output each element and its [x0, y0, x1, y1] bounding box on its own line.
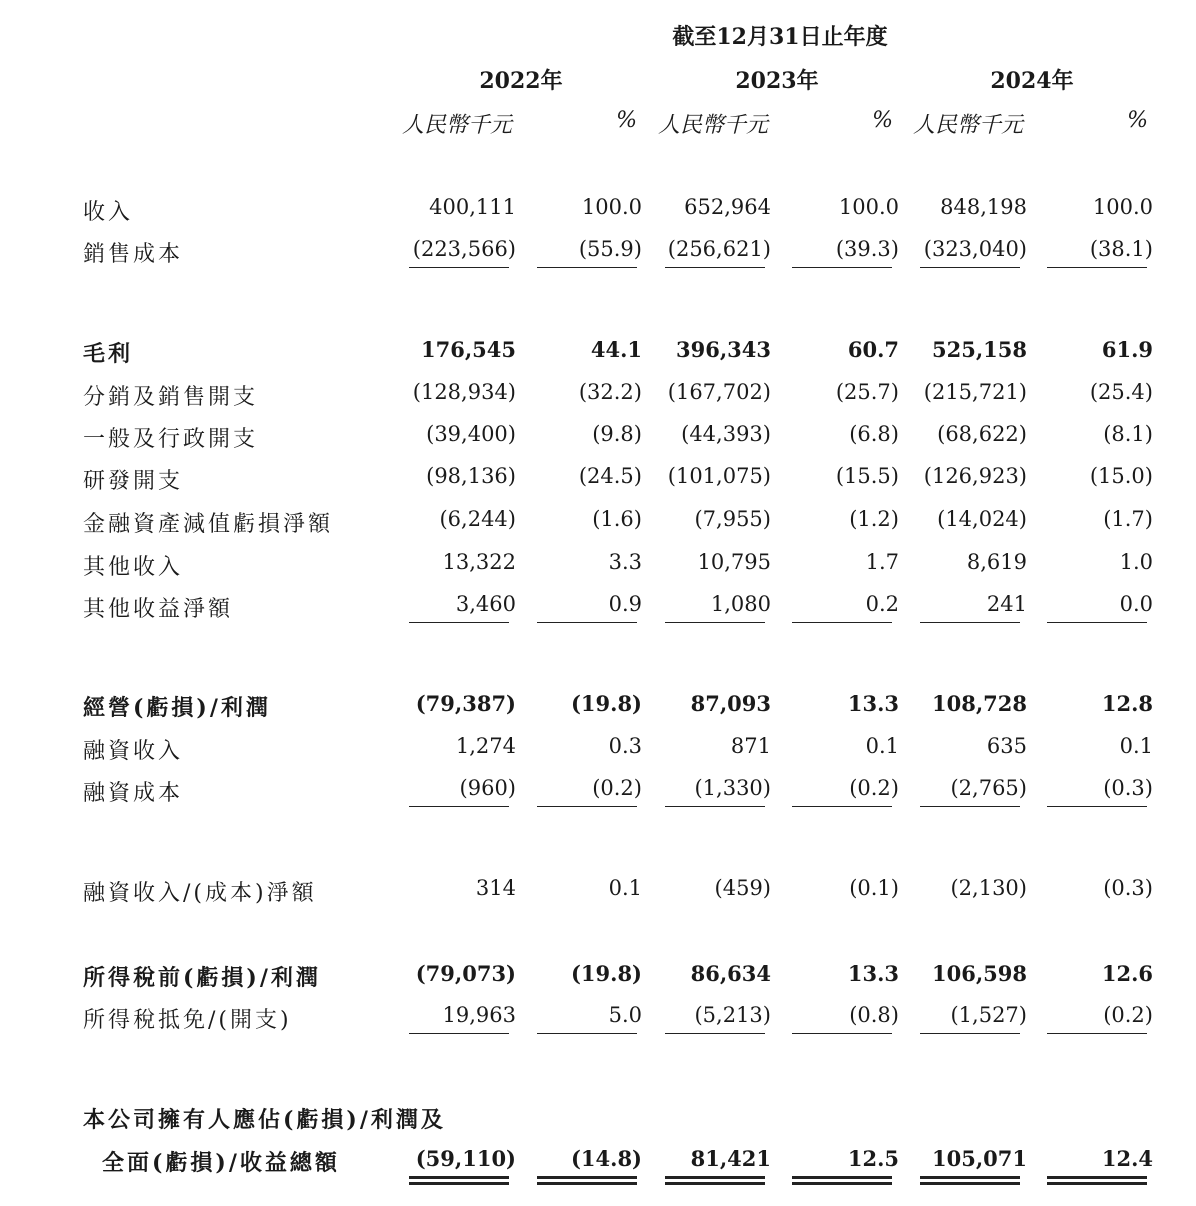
subtotal-rule — [665, 806, 765, 807]
cell-2022-pct: (24.5) — [578, 464, 642, 488]
subtotal-rule — [792, 267, 892, 268]
cell-2022-pct: 0.3 — [608, 734, 642, 758]
table-row — [0, 734, 1196, 770]
pct-header-2024: % — [1127, 108, 1148, 133]
row-label: 其他收益淨額 — [83, 597, 234, 622]
cell-2022-amount: (79,387) — [415, 691, 516, 716]
table-row — [0, 464, 1196, 500]
subtotal-rule — [537, 1033, 637, 1034]
cell-2022-amount: 13,322 — [442, 550, 516, 574]
table-row — [0, 550, 1196, 586]
table-row — [0, 507, 1196, 543]
cell-2023-pct: (0.2) — [849, 776, 899, 800]
cell-2024-amount: (126,923) — [923, 464, 1027, 488]
cell-2023-pct: 13.3 — [847, 961, 899, 986]
cell-2023-pct: 0.1 — [865, 734, 899, 758]
table-row — [0, 691, 1196, 727]
cell-2022-amount: 3,460 — [455, 592, 516, 616]
cell-2024-amount: (14,024) — [937, 507, 1027, 531]
cell-2022-amount: 400,111 — [429, 195, 516, 219]
subtotal-rule — [920, 267, 1020, 268]
row-label: 銷售成本 — [83, 242, 184, 267]
cell-2022-pct: (19.8) — [570, 961, 642, 986]
unit-header-2022: 人民幣千元 — [402, 113, 513, 138]
cell-2024-pct: 0.0 — [1119, 592, 1153, 616]
subtotal-rule — [792, 622, 892, 623]
subtotal-rule — [537, 267, 637, 268]
cell-2023-amount: (459) — [714, 876, 771, 900]
subtotal-rule — [665, 267, 765, 268]
row-label: 毛利 — [83, 341, 134, 367]
total-double-rule — [409, 1176, 509, 1185]
table-row — [0, 876, 1196, 912]
cell-2024-amount: 108,728 — [932, 691, 1027, 716]
row-label: 全面(虧損)/收益總額 — [102, 1150, 340, 1176]
table-row — [0, 195, 1196, 231]
cell-2024-pct: 0.1 — [1119, 734, 1153, 758]
row-label: 分銷及銷售開支 — [83, 385, 259, 410]
cell-2023-pct: (25.7) — [835, 380, 899, 404]
cell-2024-amount: 105,071 — [932, 1146, 1027, 1171]
subtotal-rule — [1047, 806, 1147, 807]
row-label: 其他收入 — [83, 555, 184, 580]
cell-2024-pct: (38.1) — [1089, 237, 1153, 261]
subtotal-rule — [537, 622, 637, 623]
total-double-rule — [537, 1176, 637, 1185]
cell-2023-amount: (7,955) — [694, 507, 771, 531]
total-double-rule — [792, 1176, 892, 1185]
cell-2022-amount: 176,545 — [421, 337, 516, 362]
cell-2023-amount: (5,213) — [694, 1003, 771, 1027]
cell-2024-pct: (0.3) — [1103, 876, 1153, 900]
cell-2022-pct: 100.0 — [581, 195, 642, 219]
cell-2024-amount: (323,040) — [923, 237, 1027, 261]
pct-header-2022: % — [616, 108, 637, 133]
cell-2022-pct: (55.9) — [578, 237, 642, 261]
cell-2022-amount: 19,963 — [442, 1003, 516, 1027]
total-double-rule — [920, 1176, 1020, 1185]
row-label: 經營(虧損)/利潤 — [83, 695, 271, 721]
cell-2023-pct: (1.2) — [849, 507, 899, 531]
pct-header-2023: % — [872, 108, 893, 133]
cell-2022-amount: (6,244) — [439, 507, 516, 531]
cell-2022-amount: (960) — [459, 776, 516, 800]
cell-2024-pct: (25.4) — [1089, 380, 1153, 404]
subtotal-rule — [537, 806, 637, 807]
table-row — [0, 961, 1196, 997]
cell-2022-amount: (128,934) — [412, 380, 516, 404]
cell-2023-amount: 396,343 — [676, 337, 771, 362]
cell-2024-pct: 1.0 — [1119, 550, 1153, 574]
row-label: 所得稅抵免/(開支) — [83, 1008, 292, 1033]
subtotal-rule — [1047, 622, 1147, 623]
cell-2023-pct: (0.8) — [849, 1003, 899, 1027]
period-header: 截至12月31日止年度 — [672, 24, 888, 50]
cell-2023-pct: (6.8) — [849, 422, 899, 446]
cell-2023-pct: 12.5 — [847, 1146, 899, 1171]
cell-2023-pct: (15.5) — [835, 464, 899, 488]
row-label: 融資收入/(成本)淨額 — [83, 881, 317, 906]
cell-2024-pct: 61.9 — [1101, 337, 1153, 362]
cell-2022-pct: (0.2) — [592, 776, 642, 800]
subtotal-rule — [665, 622, 765, 623]
cell-2024-amount: 635 — [986, 734, 1027, 758]
subtotal-rule — [792, 806, 892, 807]
cell-2024-pct: 12.6 — [1101, 961, 1153, 986]
cell-2023-pct: 1.7 — [865, 550, 899, 574]
cell-2023-amount: (167,702) — [667, 380, 771, 404]
year-2022-header: 2022年 — [479, 68, 563, 94]
subtotal-rule — [1047, 1033, 1147, 1034]
cell-2024-amount: 106,598 — [932, 961, 1027, 986]
row-label: 一般及行政開支 — [83, 427, 259, 452]
total-row-label-line1: 本公司擁有人應佔(虧損)/利潤及 — [83, 1107, 446, 1133]
cell-2024-amount: (2,130) — [950, 876, 1027, 900]
year-2024-header: 2024年 — [990, 68, 1074, 94]
row-label: 融資成本 — [83, 781, 184, 806]
cell-2022-pct: (32.2) — [578, 380, 642, 404]
cell-2024-amount: 241 — [986, 592, 1027, 616]
subtotal-rule — [1047, 267, 1147, 268]
subtotal-rule — [409, 267, 509, 268]
row-label: 研發開支 — [83, 469, 184, 494]
cell-2024-amount: (2,765) — [950, 776, 1027, 800]
cell-2022-amount: (59,110) — [415, 1146, 516, 1171]
subtotal-rule — [409, 806, 509, 807]
unit-header-2023: 人民幣千元 — [658, 113, 769, 138]
cell-2022-amount: 1,274 — [455, 734, 516, 758]
cell-2022-pct: 44.1 — [590, 337, 642, 362]
cell-2022-pct: 5.0 — [608, 1003, 642, 1027]
cell-2024-amount: 525,158 — [932, 337, 1027, 362]
subtotal-rule — [920, 806, 1020, 807]
cell-2023-amount: (1,330) — [694, 776, 771, 800]
row-label: 融資收入 — [83, 739, 184, 764]
cell-2022-pct: (9.8) — [592, 422, 642, 446]
cell-2022-amount: (223,566) — [412, 237, 516, 261]
cell-2022-pct: (1.6) — [592, 507, 642, 531]
subtotal-rule — [920, 622, 1020, 623]
cell-2024-amount: (215,721) — [923, 380, 1027, 404]
row-label: 金融資產減值虧損淨額 — [83, 512, 334, 537]
cell-2024-pct: (8.1) — [1103, 422, 1153, 446]
year-2023-header: 2023年 — [735, 68, 819, 94]
cell-2024-amount: (1,527) — [950, 1003, 1027, 1027]
table-row — [0, 422, 1196, 458]
row-label: 收入 — [83, 200, 134, 225]
cell-2024-pct: (15.0) — [1089, 464, 1153, 488]
cell-2022-amount: (98,136) — [426, 464, 516, 488]
cell-2024-amount: 8,619 — [966, 550, 1027, 574]
cell-2023-pct: 13.3 — [847, 691, 899, 716]
cell-2022-pct: 0.1 — [608, 876, 642, 900]
total-double-rule — [1047, 1176, 1147, 1185]
cell-2022-amount: 314 — [475, 876, 516, 900]
cell-2024-pct: 100.0 — [1092, 195, 1153, 219]
cell-2023-amount: 10,795 — [697, 550, 771, 574]
row-label: 所得稅前(虧損)/利潤 — [83, 965, 321, 991]
cell-2023-pct: 60.7 — [847, 337, 899, 362]
table-row — [0, 380, 1196, 416]
cell-2024-pct: (0.3) — [1103, 776, 1153, 800]
cell-2024-pct: (1.7) — [1103, 507, 1153, 531]
cell-2023-amount: (256,621) — [667, 237, 771, 261]
cell-2022-pct: (14.8) — [570, 1146, 642, 1171]
cell-2023-pct: 100.0 — [838, 195, 899, 219]
table-row — [0, 337, 1196, 373]
cell-2023-pct: 0.2 — [865, 592, 899, 616]
cell-2024-amount: (68,622) — [937, 422, 1027, 446]
cell-2024-pct: 12.4 — [1101, 1146, 1153, 1171]
cell-2022-amount: (79,073) — [415, 961, 516, 986]
cell-2023-amount: (44,393) — [681, 422, 771, 446]
cell-2024-pct: 12.8 — [1101, 691, 1153, 716]
cell-2023-amount: 1,080 — [710, 592, 771, 616]
cell-2023-amount: 871 — [730, 734, 771, 758]
cell-2023-amount: 86,634 — [690, 961, 771, 986]
subtotal-rule — [665, 1033, 765, 1034]
cell-2022-pct: 0.9 — [608, 592, 642, 616]
cell-2022-amount: (39,400) — [426, 422, 516, 446]
unit-header-2024: 人民幣千元 — [913, 113, 1024, 138]
cell-2022-pct: (19.8) — [570, 691, 642, 716]
subtotal-rule — [920, 1033, 1020, 1034]
cell-2022-pct: 3.3 — [608, 550, 642, 574]
cell-2023-amount: 87,093 — [690, 691, 771, 716]
total-double-rule — [665, 1176, 765, 1185]
cell-2023-amount: 81,421 — [690, 1146, 771, 1171]
cell-2023-amount: 652,964 — [684, 195, 771, 219]
cell-2023-amount: (101,075) — [667, 464, 771, 488]
subtotal-rule — [409, 622, 509, 623]
cell-2024-pct: (0.2) — [1103, 1003, 1153, 1027]
cell-2024-amount: 848,198 — [940, 195, 1027, 219]
cell-2023-pct: (39.3) — [835, 237, 899, 261]
subtotal-rule — [409, 1033, 509, 1034]
subtotal-rule — [792, 1033, 892, 1034]
cell-2023-pct: (0.1) — [849, 876, 899, 900]
